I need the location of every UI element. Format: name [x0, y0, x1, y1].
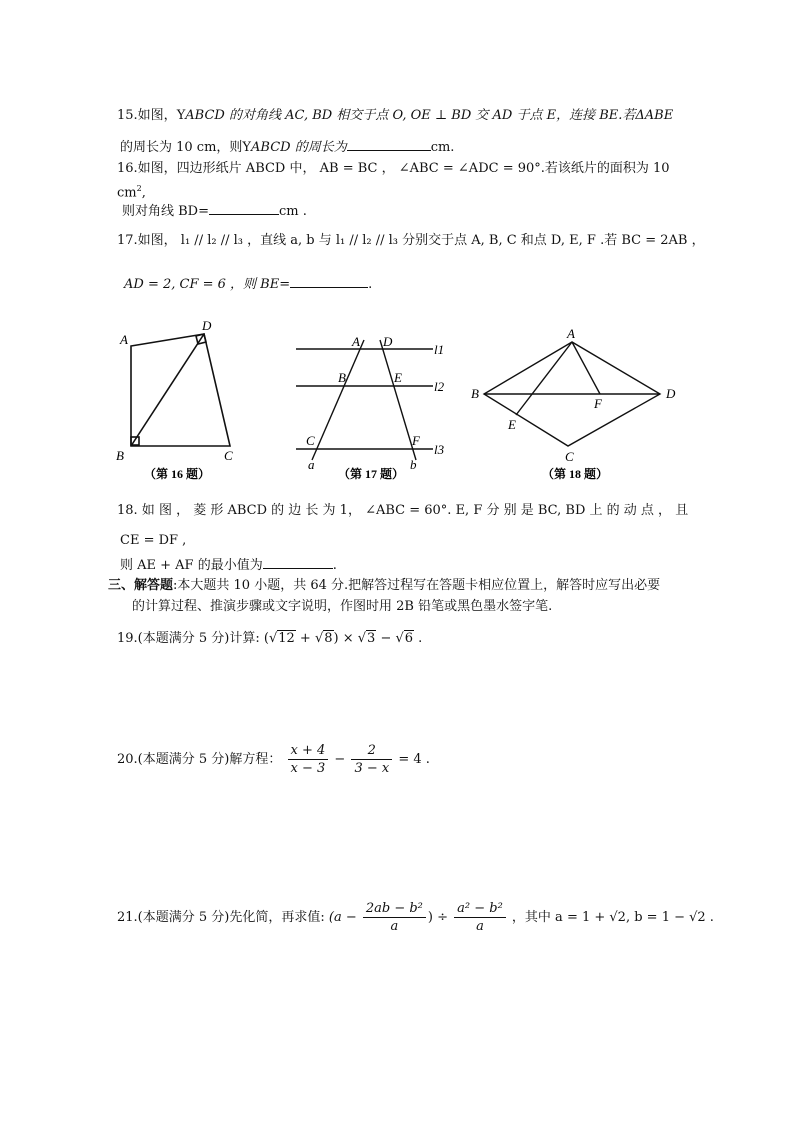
fig17-label-b: B — [338, 370, 346, 385]
fig17-label-d: D — [383, 334, 393, 349]
q21-line: 21.(本题满分 5 分)先化简，再求值: (a − $\frac{\text{2ab − b²}}{a}$ ) ÷ $\frac{\text{a² − b²}}{a}$ ，其中 a = 1 + √2, b = 1 − √2 . — [117, 901, 714, 934]
answer-blank-17[interactable] — [290, 275, 368, 288]
section3-heading: 三、解答题 — [108, 578, 174, 593]
answer-blank-16[interactable] — [209, 202, 279, 215]
parallelogram-symbol: Y — [176, 108, 186, 123]
fig18-label-c: C — [565, 449, 574, 464]
fig17-caption: （第 17 题） — [338, 467, 405, 481]
fig16-label-b: B — [116, 448, 124, 463]
section3-line2: 的计算过程、推演步骤或文字说明，作图时用 2B 铅笔或黑色墨水签字笔. — [132, 599, 553, 614]
fig17-label-e: E — [394, 370, 402, 385]
fig18-caption: （第 18 题） — [542, 467, 609, 481]
fig17-label-line-b: b — [410, 457, 417, 472]
fig17-label-a: A — [352, 334, 360, 349]
answer-blank-15[interactable] — [347, 138, 431, 151]
fig17-label-c: C — [306, 433, 315, 448]
section3-line1: 三、解答题:本大题共 10 小题，共 64 分.把解答过程写在答题卡相应位置上，解答时应写出必要 — [108, 578, 661, 593]
fig18-label-f: F — [594, 396, 602, 411]
q20-fraction-1: $\frac{x + 4}{x - 3}$ — [288, 742, 329, 777]
q18-line2: CE = DF , — [120, 533, 187, 548]
figure-18 — [466, 318, 686, 483]
q18-line3: 则 AE + AF 的最小值为 . — [120, 558, 337, 573]
fig16-label-c: C — [224, 448, 233, 463]
fig18-label-d: D — [666, 386, 676, 401]
fig16-label-a: A — [120, 332, 128, 347]
q15-line1: 15.如图，YABCD 的对角线 AC, BD 相交于点 O, OE ⊥ BD 交 AD 于点 E，连接 BE.若ΔABE — [117, 108, 674, 123]
fig17-label-l1: l1 — [434, 342, 445, 357]
fig18-label-e: E — [508, 417, 516, 432]
fig17-label-l3: l3 — [434, 442, 445, 457]
fig16-caption: （第 16 题） — [144, 467, 211, 481]
figure-16 — [112, 318, 252, 483]
fig17-label-f: F — [412, 433, 420, 448]
q17-line1: 17.如图， l₁ // l₂ // l₃ ，直线 a, b 与 l₁ // l₂ // l₃ 分别交于点 A, B, C 和点 D, E, F .若 BC = 2AB ， — [117, 233, 705, 248]
q21-fraction-2: $\frac{\text{a² − b²}}{a}$ — [454, 900, 506, 935]
q20-line: 20.(本题满分 5 分)解方程： $\frac{x + 4}{x - 3}$ − $\frac{2}{3 - x}$ = 4 . — [117, 743, 430, 776]
q16-line3: 则对角线 BD= cm . — [122, 204, 307, 219]
q16-line1: 16.如图，四边形纸片 ABCD 中， AB = BC ， ∠ABC = ∠ADC = 90°.若该纸片的面积为 10 — [117, 161, 670, 176]
fig18-label-a: A — [567, 326, 575, 341]
q18-line1: 18. 如 图 ， 菱 形 ABCD 的 边 长 为 1， ∠ABC = 60°. E, F 分 别 是 BC, BD 上 的 动 点 ， 且 — [117, 503, 689, 518]
q15-line2: 的周长为 10 cm，则YABCD 的周长为 cm. — [120, 140, 455, 155]
fig17-label-l2: l2 — [434, 379, 445, 394]
q17-line2: AD = 2, CF = 6 ，则 BE= . — [124, 277, 373, 292]
q20-fraction-2: $\frac{2}{3 - x}$ — [351, 742, 392, 777]
answer-blank-18[interactable] — [263, 556, 333, 569]
q16-line2: $cm^2$, — [117, 184, 146, 201]
figure-17 — [288, 318, 478, 483]
fig17-label-line-a: a — [308, 457, 315, 472]
q19-line: 19.(本题满分 5 分)计算: (√12 + √8) × √3 − √6 . — [117, 631, 423, 646]
fig18-label-b: B — [471, 386, 479, 401]
q21-fraction-1: $\frac{\text{2ab − b²}}{a}$ — [363, 900, 426, 935]
fig16-label-d: D — [202, 318, 212, 333]
